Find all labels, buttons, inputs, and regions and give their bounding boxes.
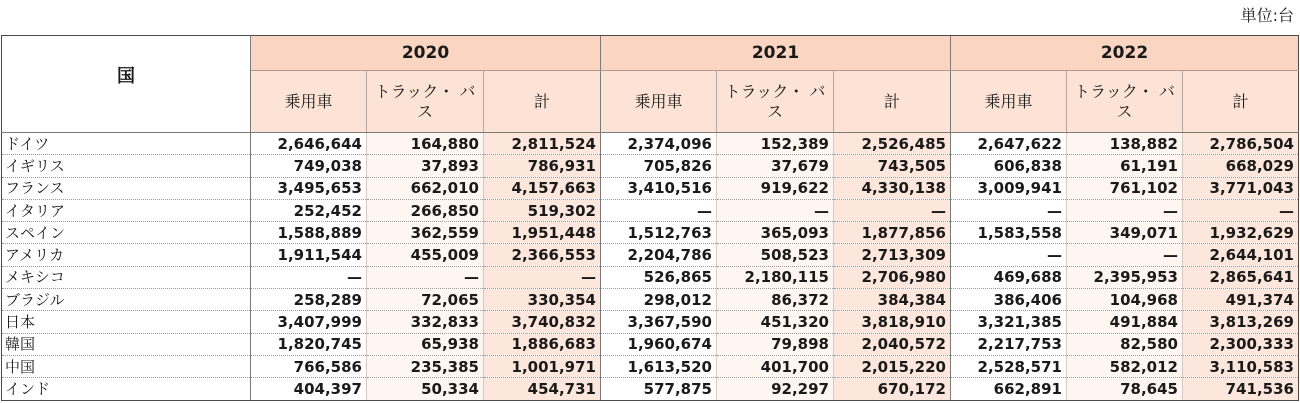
year-header-2021: 2021 — [601, 36, 951, 71]
truck-bus-cell: 662,010 — [367, 177, 484, 199]
truck-bus-cell: 61,191 — [1067, 155, 1183, 177]
passenger-car-cell: 705,826 — [601, 155, 717, 177]
total-cell: 491,374 — [1183, 289, 1299, 311]
truck-bus-cell: 104,968 — [1067, 289, 1183, 311]
truck-bus-cell: 332,833 — [367, 311, 484, 333]
total-cell: 1,877,856 — [834, 222, 951, 244]
total-cell: 2,366,553 — [484, 244, 601, 266]
truck-bus-cell: 152,389 — [717, 133, 834, 155]
total-cell: 2,811,524 — [484, 133, 601, 155]
passenger-car-cell: 3,009,941 — [951, 177, 1067, 199]
truck-bus-cell: 86,372 — [717, 289, 834, 311]
table-row — [2, 133, 1299, 155]
total-cell: 4,330,138 — [834, 177, 951, 199]
total-cell: 786,931 — [484, 155, 601, 177]
passenger-car-cell: 1,588,889 — [251, 222, 367, 244]
country-cell: 日本 — [2, 311, 251, 333]
unit-label: 単位:台 — [1240, 6, 1294, 25]
country-cell: ドイツ — [2, 133, 251, 155]
table-row — [2, 222, 1299, 244]
table-row — [2, 378, 1299, 400]
truck-bus-cell: 82,580 — [1067, 333, 1183, 355]
truck-bus-cell: — — [1067, 244, 1183, 266]
truck-bus-cell: 451,320 — [717, 311, 834, 333]
passenger-car-cell: 252,452 — [251, 199, 367, 221]
truck-bus-cell: 72,065 — [367, 289, 484, 311]
truck-bus-cell: 2,180,115 — [717, 266, 834, 288]
truck-bus-cell: 235,385 — [367, 355, 484, 377]
passenger-car-cell: 3,410,516 — [601, 177, 717, 199]
passenger-car-cell: 2,528,571 — [951, 355, 1067, 377]
passenger-car-cell: 1,911,544 — [251, 244, 367, 266]
table-row — [2, 333, 1299, 355]
country-header: 国 — [2, 36, 251, 133]
country-cell: ブラジル — [2, 289, 251, 311]
passenger-car-cell: 2,204,786 — [601, 244, 717, 266]
total-cell: 741,536 — [1183, 378, 1299, 400]
total-cell: 1,886,683 — [484, 333, 601, 355]
passenger-car-cell: 1,512,763 — [601, 222, 717, 244]
country-cell: イギリス — [2, 155, 251, 177]
total-header: 計 — [484, 71, 601, 133]
total-cell: — — [834, 199, 951, 221]
country-cell: 韓国 — [2, 333, 251, 355]
total-cell: 3,818,910 — [834, 311, 951, 333]
truck-bus-cell: 761,102 — [1067, 177, 1183, 199]
total-cell: 384,384 — [834, 289, 951, 311]
truck-bus-cell: 79,898 — [717, 333, 834, 355]
table-row — [2, 289, 1299, 311]
truck-bus-cell: 401,700 — [717, 355, 834, 377]
total-cell: 2,706,980 — [834, 266, 951, 288]
truck-bus-cell: 362,559 — [367, 222, 484, 244]
total-cell: 2,865,641 — [1183, 266, 1299, 288]
passenger-car-cell: 1,820,745 — [251, 333, 367, 355]
passenger-car-cell: 3,407,999 — [251, 311, 367, 333]
passenger-car-cell: 2,374,096 — [601, 133, 717, 155]
table-row — [2, 355, 1299, 377]
total-cell: 519,302 — [484, 199, 601, 221]
truck-bus-header: トラック・ バス — [717, 71, 834, 133]
passenger-car-cell: 2,646,644 — [251, 133, 367, 155]
total-cell: 2,040,572 — [834, 333, 951, 355]
truck-bus-cell: 50,334 — [367, 378, 484, 400]
truck-bus-cell: 37,679 — [717, 155, 834, 177]
passenger-car-cell: 766,586 — [251, 355, 367, 377]
truck-bus-cell: — — [367, 266, 484, 288]
truck-bus-cell: — — [717, 199, 834, 221]
country-cell: イタリア — [2, 199, 251, 221]
passenger-car-cell: — — [251, 266, 367, 288]
table-row — [2, 199, 1299, 221]
passenger-car-cell: 1,613,520 — [601, 355, 717, 377]
passenger-car-cell: 404,397 — [251, 378, 367, 400]
truck-bus-cell: 138,882 — [1067, 133, 1183, 155]
passenger-car-cell: 3,321,385 — [951, 311, 1067, 333]
total-cell: 2,786,504 — [1183, 133, 1299, 155]
truck-bus-cell: 78,645 — [1067, 378, 1183, 400]
passenger-car-header: 乗用車 — [951, 71, 1067, 133]
total-cell: 2,526,485 — [834, 133, 951, 155]
passenger-car-header: 乗用車 — [601, 71, 717, 133]
country-cell: スペイン — [2, 222, 251, 244]
total-cell: 3,813,269 — [1183, 311, 1299, 333]
country-cell: インド — [2, 378, 251, 400]
total-cell: — — [484, 266, 601, 288]
passenger-car-cell: — — [601, 199, 717, 221]
truck-bus-cell: 508,523 — [717, 244, 834, 266]
table-row — [2, 244, 1299, 266]
table-body — [2, 133, 1299, 401]
passenger-car-cell: 386,406 — [951, 289, 1067, 311]
passenger-car-cell: 749,038 — [251, 155, 367, 177]
truck-bus-cell: 582,012 — [1067, 355, 1183, 377]
table-row — [2, 266, 1299, 288]
total-cell: 668,029 — [1183, 155, 1299, 177]
year-header-2022: 2022 — [951, 36, 1299, 71]
truck-bus-cell: 92,297 — [717, 378, 834, 400]
table-row — [2, 177, 1299, 199]
total-cell: 3,771,043 — [1183, 177, 1299, 199]
total-cell: 3,740,832 — [484, 311, 601, 333]
total-cell: 1,951,448 — [484, 222, 601, 244]
truck-bus-cell: — — [1067, 199, 1183, 221]
truck-bus-cell: 491,884 — [1067, 311, 1183, 333]
total-cell: 1,001,971 — [484, 355, 601, 377]
table-row — [2, 155, 1299, 177]
passenger-car-cell: 469,688 — [951, 266, 1067, 288]
total-cell: 2,644,101 — [1183, 244, 1299, 266]
truck-bus-cell: 455,009 — [367, 244, 484, 266]
passenger-car-cell: 258,289 — [251, 289, 367, 311]
passenger-car-cell: 662,891 — [951, 378, 1067, 400]
truck-bus-cell: 37,893 — [367, 155, 484, 177]
total-header: 計 — [1183, 71, 1299, 133]
passenger-car-header: 乗用車 — [251, 71, 367, 133]
total-cell: 743,505 — [834, 155, 951, 177]
passenger-car-cell: 298,012 — [601, 289, 717, 311]
passenger-car-cell: 3,495,653 — [251, 177, 367, 199]
total-cell: 2,300,333 — [1183, 333, 1299, 355]
passenger-car-cell: 2,647,622 — [951, 133, 1067, 155]
total-cell: — — [1183, 199, 1299, 221]
country-cell: メキシコ — [2, 266, 251, 288]
truck-bus-cell: 919,622 — [717, 177, 834, 199]
passenger-car-cell: 606,838 — [951, 155, 1067, 177]
truck-bus-cell: 365,093 — [717, 222, 834, 244]
total-cell: 3,110,583 — [1183, 355, 1299, 377]
total-cell: 2,015,220 — [834, 355, 951, 377]
total-cell: 4,157,663 — [484, 177, 601, 199]
production-table — [1, 35, 1299, 401]
passenger-car-cell: — — [951, 199, 1067, 221]
truck-bus-cell: 2,395,953 — [1067, 266, 1183, 288]
total-cell: 330,354 — [484, 289, 601, 311]
truck-bus-cell: 349,071 — [1067, 222, 1183, 244]
truck-bus-cell: 266,850 — [367, 199, 484, 221]
country-cell: 中国 — [2, 355, 251, 377]
year-header-row — [2, 36, 1299, 71]
total-cell: 1,932,629 — [1183, 222, 1299, 244]
passenger-car-cell: — — [951, 244, 1067, 266]
truck-bus-cell: 164,880 — [367, 133, 484, 155]
country-cell: アメリカ — [2, 244, 251, 266]
passenger-car-cell: 2,217,753 — [951, 333, 1067, 355]
passenger-car-cell: 526,865 — [601, 266, 717, 288]
passenger-car-cell: 1,960,674 — [601, 333, 717, 355]
total-cell: 670,172 — [834, 378, 951, 400]
passenger-car-cell: 3,367,590 — [601, 311, 717, 333]
truck-bus-cell: 65,938 — [367, 333, 484, 355]
truck-bus-header: トラック・ バス — [1067, 71, 1183, 133]
passenger-car-cell: 1,583,558 — [951, 222, 1067, 244]
passenger-car-cell: 577,875 — [601, 378, 717, 400]
total-cell: 2,713,309 — [834, 244, 951, 266]
year-header-2020: 2020 — [251, 36, 601, 71]
table-row — [2, 311, 1299, 333]
total-cell: 454,731 — [484, 378, 601, 400]
truck-bus-header: トラック・ バス — [367, 71, 484, 133]
total-header: 計 — [834, 71, 951, 133]
country-cell: フランス — [2, 177, 251, 199]
